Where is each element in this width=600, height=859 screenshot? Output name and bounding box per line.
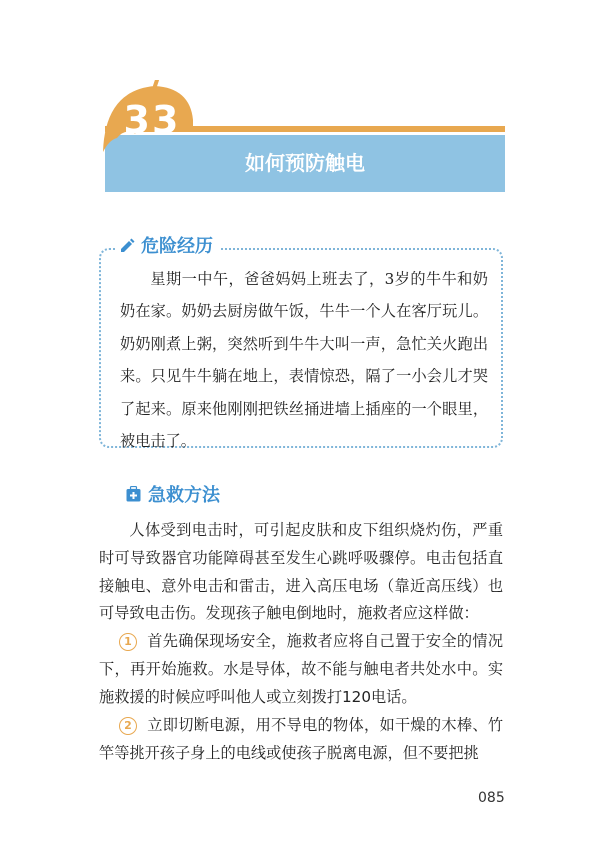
first-aid-heading-text: 急救方法 xyxy=(148,485,220,506)
pencil-icon xyxy=(119,237,135,253)
chapter-title: 如何预防触电 xyxy=(245,151,365,175)
step-2-marker: 2 xyxy=(119,717,137,735)
step-1-marker: 1 xyxy=(119,633,137,651)
first-aid-kit-icon xyxy=(126,486,141,502)
first-aid-heading xyxy=(126,480,220,508)
danger-experience-text: 星期一中午，爸爸妈妈上班去了，3岁的牛牛和奶奶在家。奶奶去厨房做午饭，牛牛一个人在客厅玩儿。奶奶刚煮上粥，突然听到牛牛大叫一声，急忙关火跑出来。只见牛牛躺在地上，表情惊恐，隔了一小会儿才哭了起来。原来他刚刚把铁丝捅进墙上插座的一个眼里，被电击了。 xyxy=(120,270,488,451)
danger-heading-text: 危险经历 xyxy=(141,236,213,257)
step-1-text: 首先确保现场安全，施救者应将自己置于安全的情况下，再开始施救。水是导体，故不能与触电者共处水中。实施救援的时候应呼叫他人或立刻拨打120电话。 xyxy=(99,632,503,706)
first-aid-step-2 xyxy=(99,712,503,768)
step-2-text: 立即切断电源，用不导电的物体，如干燥的木棒、竹竿等挑开孩子身上的电线或使孩子脱离电源，但不要把挑 xyxy=(99,716,503,762)
first-aid-step-1 xyxy=(99,628,503,711)
chapter-number: 33 xyxy=(123,98,181,142)
danger-experience-heading xyxy=(115,232,219,258)
first-aid-intro: 人体受到电击时，可引起皮肤和皮下组织烧灼伤，严重时可导致器官功能障碍甚至发生心跳呼吸骤停。电击包括直接触电、意外电击和雷击，进入高压电场（靠近高压线）也可导致电击伤。发现孩子触电倒地时，施救者应这样做： xyxy=(99,521,503,623)
page-number: 085 xyxy=(478,790,505,806)
